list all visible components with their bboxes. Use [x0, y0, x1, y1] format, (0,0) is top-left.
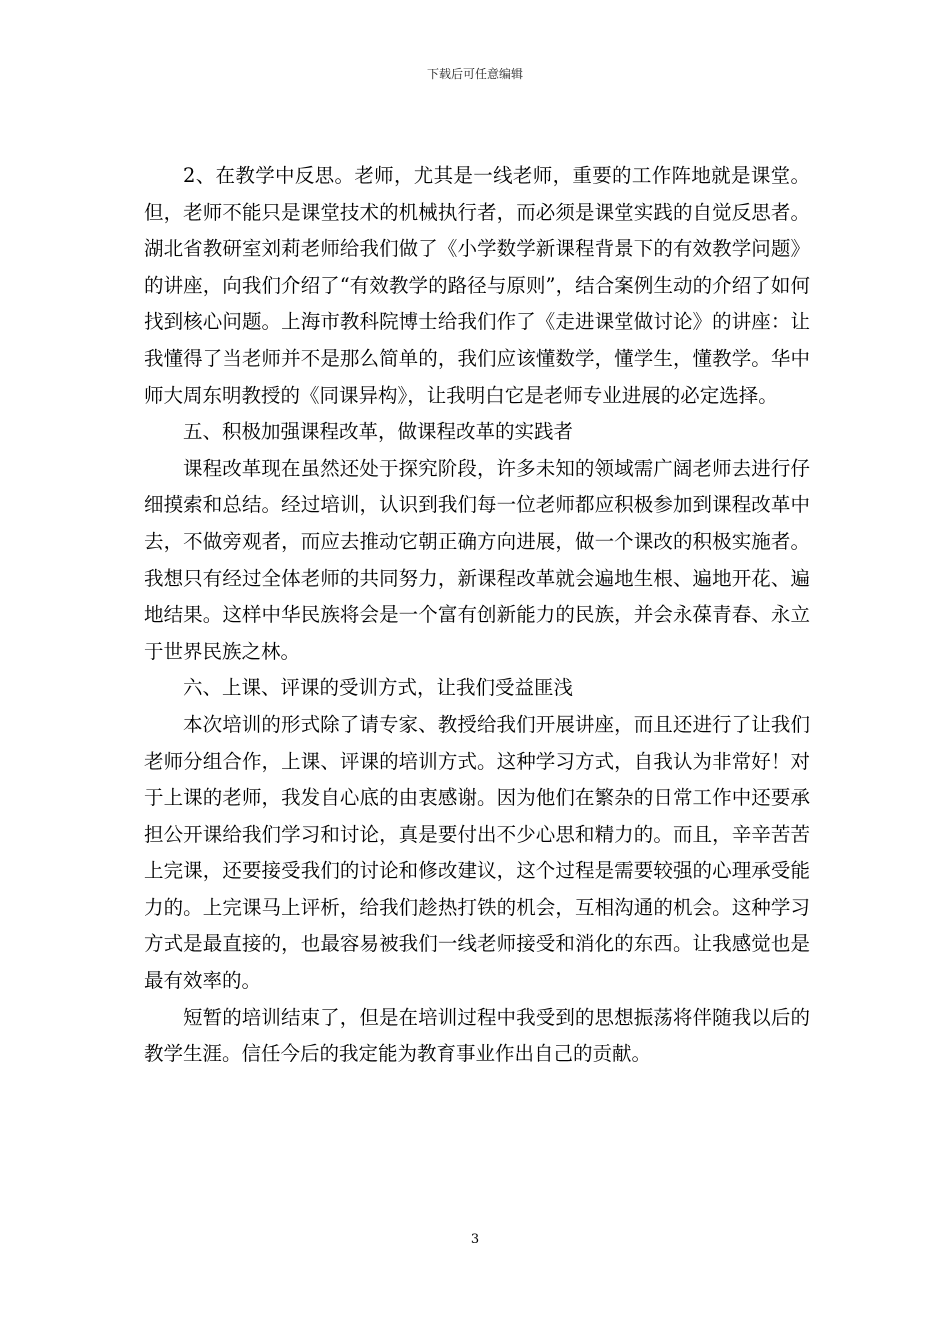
page-number: 3	[470, 1232, 480, 1247]
section-heading-curriculum-reform: 五、积极加强课程改革，做课程改革的实践者	[183, 420, 574, 444]
paragraph-curriculum-reform: 课程改革现在虽然还处于探究阶段，许多未知的领域需广阔老师去进行仔细摸索和总结。经过培训，认识到我们每一位老师都应积极参加到课程改革中去，不做旁观者，而应去推动它朝正确方向进展，做一个课改的积极实施者。我想只有经过全体老师的共同努力，新课程改革就会遍地生根、遍地开花、遍地结果。这样中华民族将会是一个富有创新能力的民族，并会永葆青春、永立于世界民族之林。	[144, 456, 810, 663]
document-body	[144, 158, 810, 1073]
paragraph-training-method: 本次培训的形式除了请专家、教授给我们开展讲座，而且还进行了让我们老师分组合作，上课、评课的培训方式。这种学习方式，自我认为非常好！对于上课的老师，我发自心底的由衷感谢。因为他们在繁杂的日常工作中还要承担公开课给我们学习和讨论，真是要付出不少心思和精力的。而且，辛辛苦苦上完课，还要接受我们的讨论和修改建议，这个过程是需要较强的心理承受能力的。上完课马上评析，给我们趁热打铁的机会，互相沟通的机会。这种学习方式是最直接的，也最容易被我们一线老师接受和消化的东西。让我感觉也是最有效率的。	[144, 712, 810, 993]
paragraph-reflection: 2、在教学中反思。老师，尤其是一线老师，重要的工作阵地就是课堂。但，老师不能只是课堂技术的机械执行者，而必须是课堂实践的自觉反思者。湖北省教研室刘莉老师给我们做了《小学数学新课程背景下的有效教学问题》的讲座，向我们介绍了“有效教学的路径与原则”，结合案例生动的介绍了如何找到核心问题。上海市教科院博士给我们作了《走进课堂做讨论》的讲座：让我懂得了当老师并不是那么简单的，我们应该懂数学，懂学生，懂教学。华中师大周东明教授的《同课异构》，让我明白它是老师专业进展的必定选择。	[144, 164, 810, 407]
paragraph-conclusion: 短暂的培训结束了，但是在培训过程中我受到的思想振荡将伴随我以后的教学生涯。信任今后的我定能为教育事业作出自己的贡献。	[144, 1005, 810, 1066]
page-header-note: 下载后可任意编辑	[426, 67, 523, 81]
section-heading-training-method: 六、上课、评课的受训方式，让我们受益匪浅	[183, 676, 574, 700]
